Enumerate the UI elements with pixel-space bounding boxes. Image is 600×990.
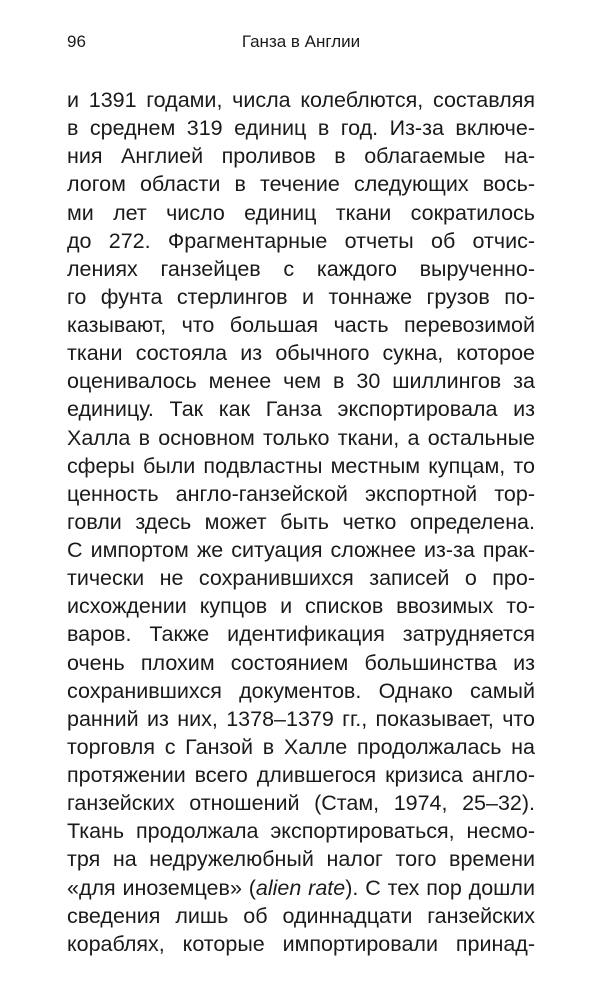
body-text (67, 86, 535, 958)
text-line: варов. Также идентификация затрудняется (67, 622, 535, 647)
text-line: сохранившихся документов. Однако самый (67, 678, 535, 703)
page-number: 96 (67, 32, 86, 51)
text-line: тически не сохранившихся записей о про- (67, 566, 535, 591)
text-line: исхождении купцов и списков ввозимых то- (67, 594, 535, 619)
italic-term: alien rate (255, 875, 346, 900)
text-line: оценивалось менее чем в 30 шиллингов за (67, 369, 535, 394)
text-line: лениях ганзейцев с каждого вырученно- (67, 256, 535, 281)
text-line: казывают, что большая часть перевозимой (67, 313, 535, 337)
text-line: С импортом же ситуация сложнее из-за прак- (67, 538, 535, 562)
text-segment: ). С тех пор дошли (345, 875, 535, 900)
text-line: ранний из них, 1378–1379 гг., показывает, что (67, 706, 535, 731)
text-line: до 272. Фрагментарные отчеты об отчис- (67, 228, 535, 253)
text-line: ния Англией проливов в облагаемые на- (67, 144, 535, 169)
text-line: кораблях, которые импортировали принад- (67, 931, 535, 956)
text-line: сферы были подвластны местным купцам, то (67, 453, 535, 478)
text-line: ткани состояла из обычного сукна, которое (67, 341, 535, 366)
running-header (67, 32, 535, 56)
text-line: Ткань продолжала экспортироваться, несмо- (67, 819, 535, 844)
text-line: Халла в основном только ткани, а остальные (67, 425, 535, 450)
text-line: единицу. Так как Ганза экспортировала из (67, 397, 535, 422)
text-line: го фунта стерлингов и тоннаже грузов по- (67, 284, 535, 309)
text-line: и 1391 годами, числа колеблются, составляя (67, 88, 535, 112)
text-line: ценность англо-ганзейской экспортной тор- (67, 481, 535, 506)
text-line: логом области в течение следующих вось- (67, 172, 535, 197)
text-line: говли здесь может быть четко определена. (67, 509, 535, 534)
text-line: протяжении всего длившегося кризиса англо- (67, 763, 535, 787)
text-line: торговля с Ганзой в Халле продолжалась на (67, 734, 535, 759)
running-title: Ганза в Англии (241, 32, 361, 51)
text-line: очень плохим состоянием большинства из (67, 650, 535, 675)
text-line: ганзейских отношений (Стам, 1974, 25–32). (67, 791, 535, 816)
text-segment: «для иноземцев» ( (67, 875, 256, 900)
text-line: сведения лишь об одиннадцати ганзейских (67, 903, 535, 928)
text-line: ми лет число единиц ткани сократилось (67, 200, 535, 225)
text-line: тря на недружелюбный налог того времени (67, 847, 535, 872)
text-line (67, 874, 535, 902)
text-line: в среднем 319 единиц в год. Из-за включе- (67, 116, 535, 141)
